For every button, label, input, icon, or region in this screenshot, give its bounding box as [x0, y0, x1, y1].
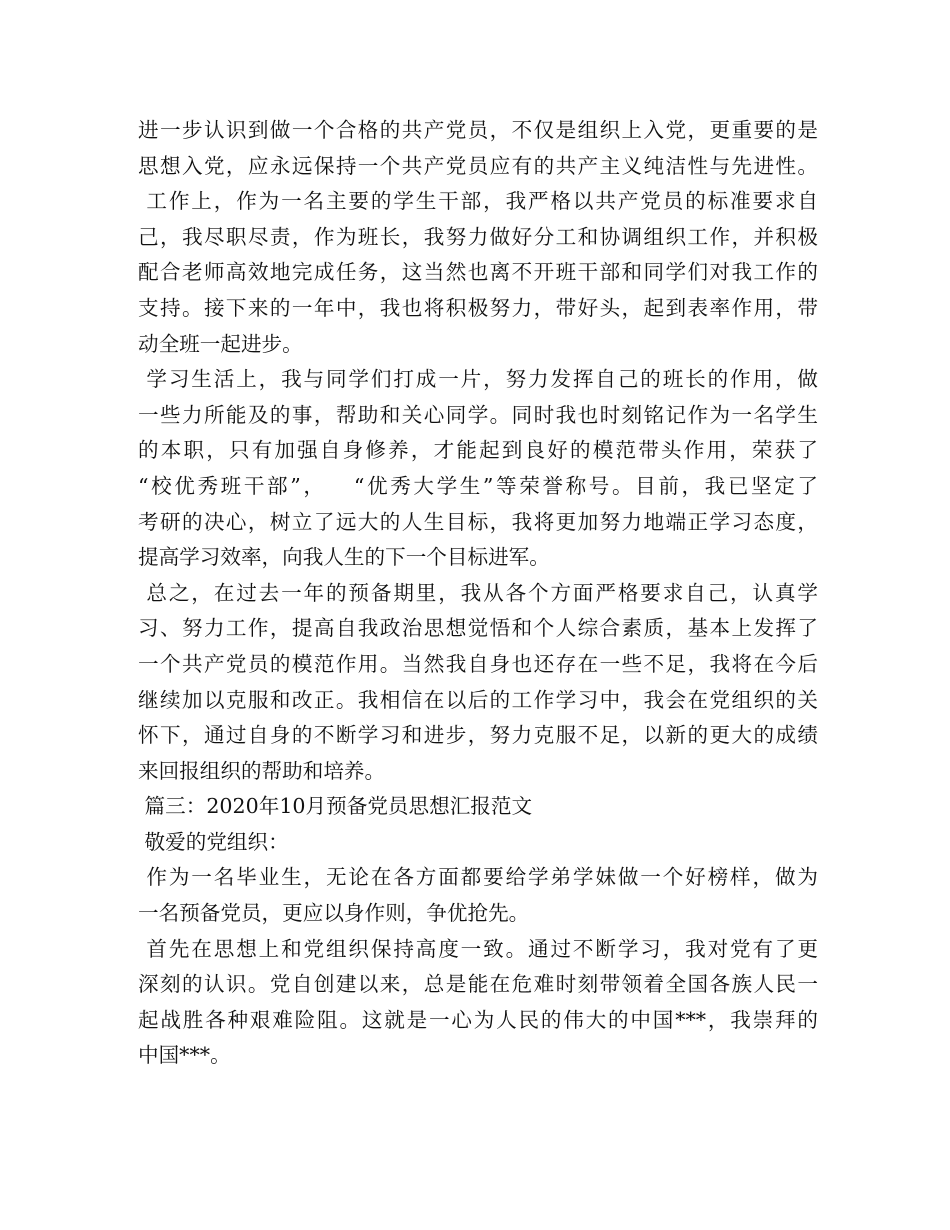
text-line: 动全班一起进步。 — [138, 331, 303, 356]
text-line: 习、努力工作，提高自我政治思想觉悟和个人综合素质，基本上发挥了 — [138, 616, 818, 641]
text-line: 中国***。 — [138, 1043, 231, 1068]
text-line: 怀下，通过自身的不断学习和进步，努力克服不足，以新的更大的成绩 — [138, 723, 818, 748]
text-line: 敬爱的党组织： — [138, 829, 289, 854]
text-line: 的本职，只有加强自身修养，才能起到良好的模范带头作用，荣获了 — [138, 438, 818, 463]
text-line: 考研的决心，树立了远大的人生目标，我将更加努力地端正学习态度， — [138, 509, 818, 534]
text-line: 总之，在过去一年的预备期里，我从各个方面严格要求自己，认真学 — [138, 580, 818, 605]
text-line: 支持。接下来的一年中，我也将积极努力，带好头，起到表率作用，带 — [138, 295, 818, 320]
text-line: “校优秀班干部”， “优秀大学生”等荣誉称号。目前，我已坚定了 — [138, 473, 818, 498]
text-line: 来回报组织的帮助和培养。 — [138, 758, 386, 783]
text-line: 继续加以克服和改正。我相信在以后的工作学习中，我会在党组织的关 — [138, 687, 818, 712]
text-line: 己，我尽职尽责，作为班长，我努力做好分工和协调组织工作，并积极 — [138, 224, 818, 249]
text-line: 一些力所能及的事，帮助和关心同学。同时我也时刻铭记作为一名学生 — [138, 402, 818, 427]
text-line: 首先在思想上和党组织保持高度一致。通过不断学习，我对党有了更 — [138, 936, 818, 961]
text-line: 一个共产党员的模范作用。当然我自身也还存在一些不足，我将在今后 — [138, 651, 818, 676]
text-line: 提高学习效率，向我人生的下一个目标进军。 — [138, 545, 550, 570]
text-line: 一名预备党员，更应以身作则，争优抢先。 — [138, 901, 530, 926]
text-line: 工作上，作为一名主要的学生干部，我严格以共产党员的标准要求自 — [138, 189, 818, 214]
text-line: 篇三：2020年10月预备党员思想汇报范文 — [138, 794, 533, 819]
text-line: 配合老师高效地完成任务，这当然也离不开班干部和同学们对我工作的 — [138, 260, 818, 285]
text-line: 思想入党，应永远保持一个共产党员应有的共产主义纯洁性与先进性。 — [138, 153, 818, 178]
body-text — [138, 113, 818, 1074]
text-line: 学习生活上，我与同学们打成一片，努力发挥自己的班长的作用，做 — [138, 367, 818, 392]
text-line: 深刻的认识。党自创建以来，总是能在危难时刻带领着全国各族人民一 — [138, 972, 818, 997]
text-line: 作为一名毕业生，无论在各方面都要给学弟学妹做一个好榜样，做为 — [138, 865, 818, 890]
text-line: 起战胜各种艰难险阻。这就是一心为人民的伟大的中国***，我崇拜的 — [138, 1007, 818, 1032]
text-line: 进一步认识到做一个合格的共产党员，不仅是组织上入党，更重要的是 — [138, 118, 818, 142]
